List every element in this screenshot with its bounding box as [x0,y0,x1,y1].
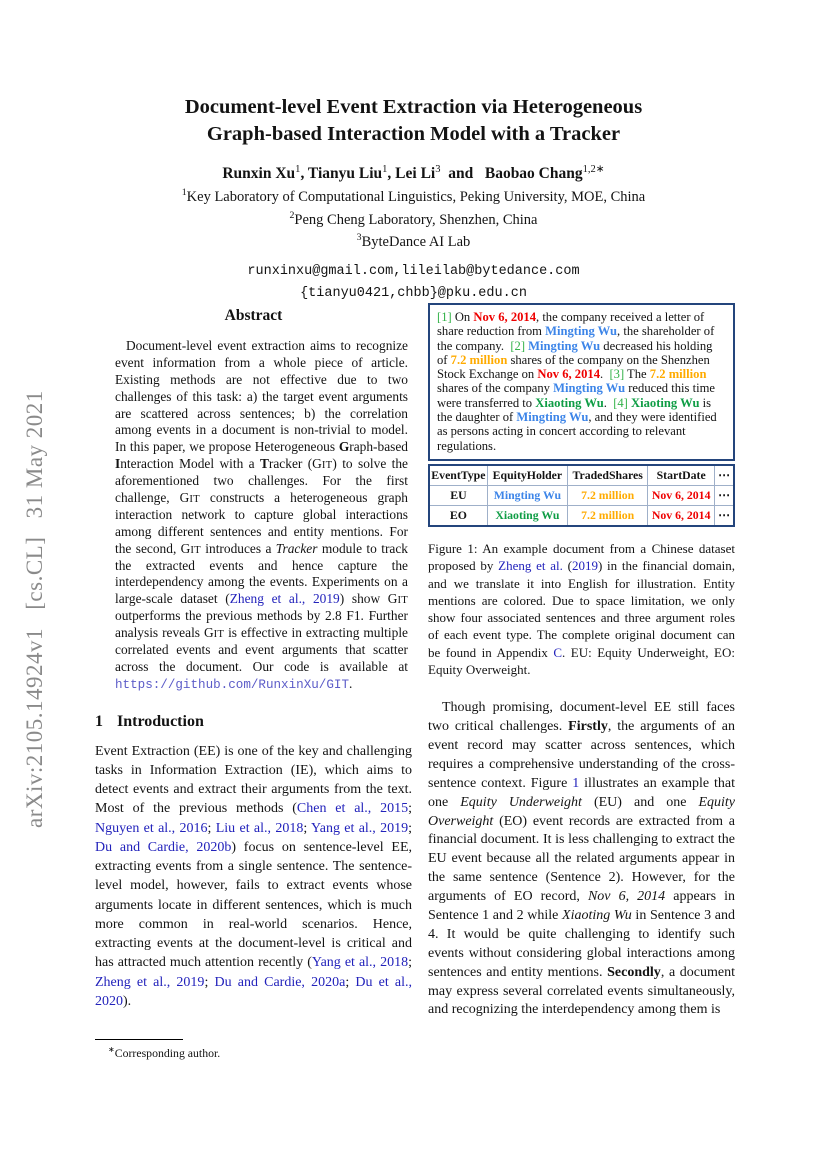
text-run: ; [408,801,412,817]
text-run: reduced this time were transferred to [437,381,715,410]
cell-event-type: EU [429,485,487,505]
text-run: IT [397,594,408,607]
author-line [0,163,827,183]
text-run: 1 [295,164,301,176]
text-run: Figure 1: An example document from a Chinese dataset proposed by [428,540,735,574]
column-header-more: ⋯ [715,465,734,486]
table-row-eo [429,505,734,526]
text-run: nteraction Model with a [120,456,260,472]
affiliation-3 [0,231,827,254]
text-run: ) focus on sentence-level EE, extracting events from a single sentence. The sentence-level model, however, fails to extract events whose arguments locate in different sentences, which is much more common in real-world scenarios. Hence, extracting events at the document-level is critical and has attracted much attention recently ( [95,839,412,971]
text-run: Mingting Wu [516,410,589,425]
text-run: in Sentence 3 and 4. It would be quite challenging to identify such events without considering global interactions among sentences and entity mentions. [428,908,735,980]
citation-link[interactable]: 1 [572,775,580,791]
column-header-equityholder: EquityHolder [487,465,567,486]
cell-equity-holder: Mingting Wu [487,485,567,505]
footnote-text [95,1045,412,1061]
text-run: [4] [613,395,628,410]
email-line-2: {tianyu0421,chbb}@pku.edu.cn [300,285,527,301]
cell-more: ⋯ [715,505,734,526]
text-run: Nov 6, 2014 [473,310,537,324]
text-run: shares of the company on the Shenzhen Stock Exchange on [437,352,710,382]
text-run: , the company received a letter of share reduction from [437,310,705,339]
right-column [428,303,735,1020]
citation-link[interactable]: Nguyen et al., 2016 [95,820,208,836]
text-run: Runxin Xu [222,165,296,183]
text-run: illustrates an example that one [428,775,736,810]
citation-link[interactable]: Du and Cardie, 2020b [95,839,232,855]
text-run: 3 [356,232,362,244]
section-title: Introduction [117,712,204,730]
text-run: Xiaoting Wu [535,395,604,410]
arxiv-watermark: arXiv:2105.14924v1 [cs.CL] 31 May 2021 [22,390,47,828]
email-line-1: runxinxu@gmail.com,lileilab@bytedance.com [247,263,580,279]
affiliation-2 [0,209,827,232]
text-run: (EO) event records are extracted from a financial document. It is less challenging to extract the EU event because all the related arguments appear in the same sentence (Sentence 2). However, for the arguments of EO record, [428,813,735,905]
text-run: , and they were identified as persons acting in concert according to relevant regulations. [437,410,717,453]
text-run: ) show G [339,591,398,607]
text-run: racker (G [268,456,322,472]
table-header-row [429,465,734,486]
citation-link[interactable]: 2019 [571,558,598,574]
column-header-tradedshares: TradedShares [568,465,648,486]
text-run: , the shareholder of the company. [437,324,715,353]
text-run: shares of the company [437,381,554,396]
text-run: G [338,439,350,455]
text-run: , a document may express several correlated events simultaneously, and recognizing the interdependency among them is [428,964,736,1018]
text-run: IT [189,493,200,506]
text-run: (EU) and one [581,794,699,810]
affiliations [0,186,827,254]
cell-start-date: Nov 6, 2014 [648,485,715,505]
citation-link[interactable]: Zheng et al. [498,558,563,574]
text-run: introduces a [200,540,276,556]
text-run: T [259,456,269,472]
text-run: decreased his holding of [437,338,713,367]
text-run: ; [303,820,312,836]
left-column [95,303,412,1011]
text-run: 2 [289,209,295,221]
text-run: 1,2∗ [582,164,605,176]
text-run: Mingting Wu [545,324,618,339]
text-run: Nov 6, 2014 [537,367,600,382]
text-run: Mingting Wu [528,338,601,353]
text-run: ) to solve the aforementioned two challenges. For the first challenge, G [115,456,408,506]
text-run: constructs a heterogeneous graph interaction network to capture global interactions among different sentences and entity mentions. For the second, G [115,490,408,556]
text-run: ByteDance AI Lab [361,234,471,251]
introduction-paragraph [95,742,412,1012]
table-row-eu [429,485,734,505]
citation-link[interactable]: Liu et al., 2018 [215,820,304,836]
cell-start-date: Nov 6, 2014 [648,505,715,526]
figure-document-box [428,303,735,461]
text-run: . [600,367,610,382]
text-run: is the daughter of [437,395,712,425]
citation-link[interactable]: Yang et al., 2019 [311,820,409,836]
footnote-rule [95,1039,183,1040]
text-run: Nov 6, 2014 [587,889,666,905]
text-run: Event Extraction (EE) is one of the key and challenging tasks in Information Extraction (IE), which aims to detect events and extract their arguments from the text. Most of the previous methods ( [95,743,412,817]
text-run: Xiaoting Wu [562,908,632,924]
text-run: ; [204,974,215,990]
text-run: and Baobao Chang [440,165,583,183]
citation-link[interactable]: Chen et al., 2015 [296,801,409,817]
text-run: raph-based [349,439,408,455]
cell-more: ⋯ [715,485,734,505]
text-run: IT [190,543,201,556]
text-run: Though promising, document-level EE still faces two critical challenges. [428,700,735,735]
text-run: Corresponding author. [114,1045,221,1060]
text-run: ; [207,820,216,836]
email-block [0,261,827,304]
text-run: Xiaoting Wu [631,395,700,410]
column-header-startdate: StartDate [648,465,715,486]
text-run: IT [213,628,225,641]
text-run: . EU: Equity Underweight, EO: Equity Overweight. [428,644,736,677]
citation-link[interactable]: C [553,644,563,660]
event-record-table [428,464,735,527]
text-run: ; [408,820,413,836]
text-run: appears in Sentence 1 and 2 while [428,889,735,924]
text-run: 3 [435,164,441,176]
text-run: , Lei Li [387,165,436,183]
text-run: Tracker [275,540,318,556]
text-run: Peng Cheng Laboratory, Shenzhen, China [294,211,538,228]
citation-link[interactable]: Du and Cardie, 2020a [214,974,346,990]
text-run: Document-level event extraction aims to recognize event information from a whole piece of article. Existing methods are not effective due to two challenges of this task: a) the target event arguments are scattered across sentences; b) the correlation among events in a document is non-trivial to model. In this paper, we propose Heterogeneous [115,338,408,455]
text-run: ) in the financial domain, and we translate it into English for illustration. Entity mentions are colored. Due to space limitation, we only show four associated sentences and three argument roles of each event type. The complete original document can be found in Appendix [428,558,735,660]
paper-title [0,94,827,148]
text-run: 7.2 million [450,352,508,367]
section-number: 1 [95,712,103,730]
text-run: . [349,675,353,691]
text-run: ∗ [108,1045,115,1054]
text-run: Firstly [568,719,608,735]
citation-link[interactable]: Zheng et al., 2019 [95,974,205,990]
citation-link[interactable]: Du et al., 2020 [95,974,412,1009]
cell-equity-holder: Xiaoting Wu [487,505,567,526]
section-heading-introduction [95,713,412,731]
text-run: Equity Underweight [460,794,582,810]
citation-link[interactable]: Yang et al., 2018 [311,955,409,971]
abstract-heading: Abstract [224,307,283,324]
text-run: , the arguments of an event record may scatter across sentences, which requires a comprehensive understanding of the cross-sentence context. Figure [428,719,735,791]
text-run: ; [345,974,356,990]
figure-caption [428,540,735,678]
text-run: ). [123,993,132,1009]
text-run: 1 [382,164,388,176]
cell-traded-shares: 7.2 million [568,505,648,526]
cell-event-type: EO [429,505,487,526]
body-paragraph [428,699,735,1020]
column-header-eventtype: EventType [429,465,487,486]
text-run: ; [408,955,412,971]
footnote [95,1039,412,1061]
abstract-text [115,338,408,694]
text-run: Secondly [607,964,661,980]
text-run: is effective in extracting multiple correlated events and event arguments that scatter across the document. Our code is available at [115,625,408,674]
text-run: 1 [181,187,187,199]
text-run: Equity Overweight [428,794,736,829]
title-line-1: Document-level Event Extraction via Heterogeneous [184,96,643,118]
title-line-2: Graph-based Interaction Model with a Tracker [206,123,621,146]
text-run: Key Laboratory of Computational Linguistics, Peking University, MOE, China [186,189,646,206]
text-run: IT [321,459,333,472]
text-run: module to track the extracted events and hence capture the interdependency among the events. Experiments on a large-scale dataset ( [115,540,408,607]
text-run: [3] [609,367,625,382]
cell-traded-shares: 7.2 million [568,485,648,505]
text-run: Mingting Wu [553,381,626,396]
text-run: The [624,367,650,382]
citation-link[interactable]: Zheng et al., 2019 [229,591,340,607]
text-run: , Tianyu Liu [300,165,383,183]
text-run: ( [562,558,572,574]
affiliation-1 [0,186,827,209]
text-run: [2] [510,338,526,353]
paper-header [0,94,827,304]
text-run: On [451,310,474,324]
text-run: outperforms the previous methods by 2.8 F1. Further analysis reveals G [115,608,408,641]
url-link[interactable]: https://github.com/RunxinXu/GIT [115,677,349,692]
text-run: . [603,395,614,410]
text-run: I [115,456,121,472]
text-run: 7.2 million [649,367,707,382]
text-run: [1] [437,310,452,324]
